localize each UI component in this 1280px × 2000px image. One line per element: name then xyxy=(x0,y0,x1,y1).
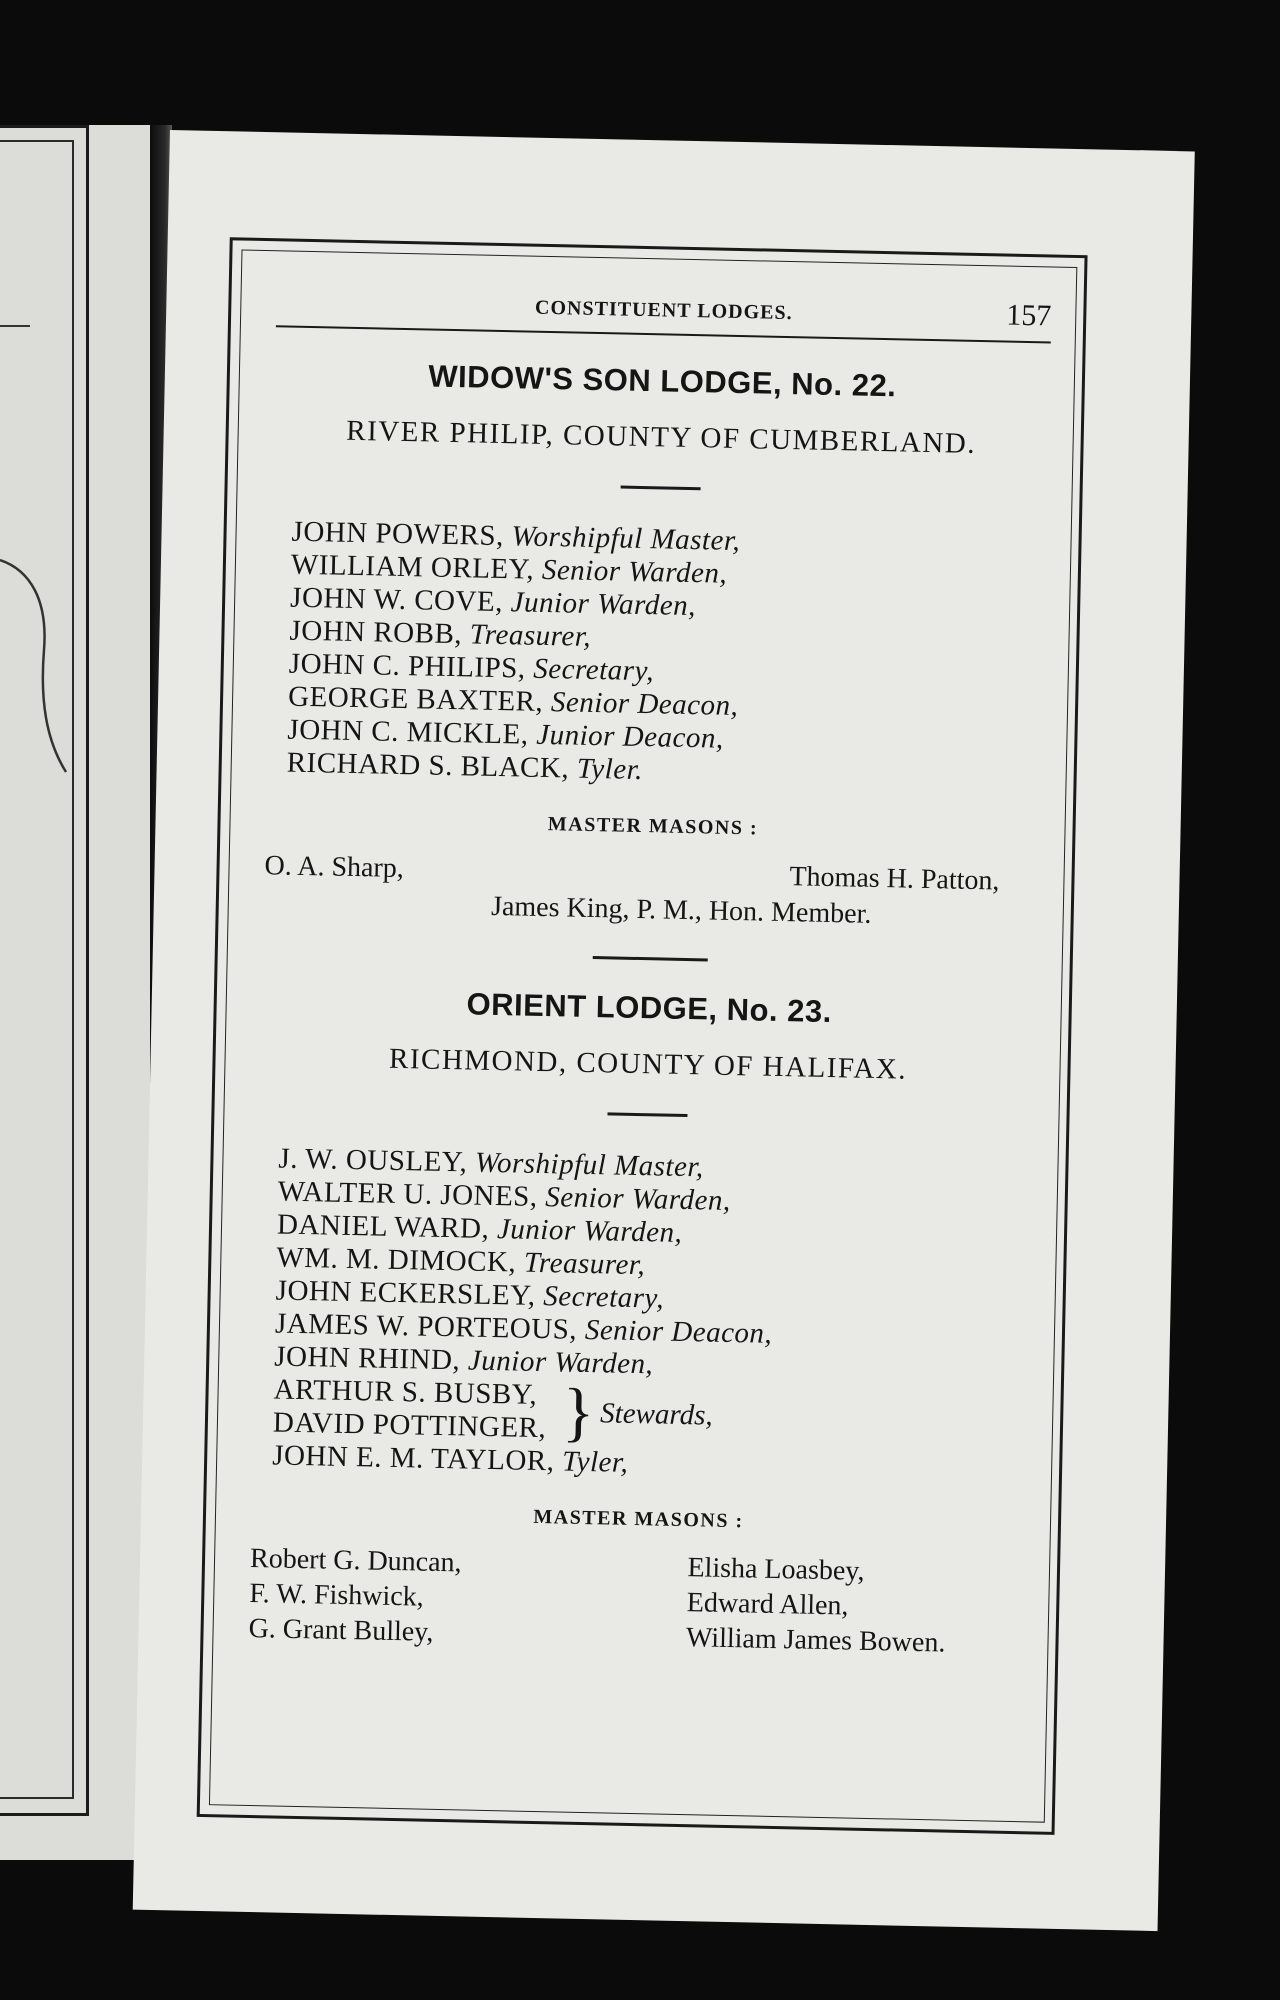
master-mason: James King, P. M., Hon. Member. xyxy=(490,890,872,930)
officer-title: Worshipful Master, xyxy=(511,520,741,558)
officer-title: Worshipful Master, xyxy=(474,1146,705,1184)
page-number: 157 xyxy=(1005,298,1052,333)
officer-name: RICHARD S. BLACK, xyxy=(286,746,570,785)
officer-name: WILLIAM ORLEY, xyxy=(290,548,535,586)
stewards-title: Stewards, xyxy=(599,1396,714,1432)
officer-title: Secretary, xyxy=(533,652,655,688)
page-content xyxy=(248,277,1052,1662)
officer-title: Junior Warden, xyxy=(496,1213,683,1249)
master-mason: Edward Allen, xyxy=(686,1587,849,1622)
officer-list xyxy=(272,1143,1034,1489)
officer-name: DANIEL WARD, xyxy=(276,1208,490,1245)
officer-title: Junior Warden, xyxy=(510,586,697,623)
officer-name: WALTER U. JONES, xyxy=(277,1175,538,1213)
master-mason: O. A. Sharp, xyxy=(264,850,405,885)
master-masons-heading: MASTER MASONS : xyxy=(533,1505,744,1533)
master-masons-column xyxy=(646,1549,1026,1662)
master-masons-heading: MASTER MASONS : xyxy=(547,813,759,840)
officer-name: JAMES W. PORTEOUS, xyxy=(274,1307,578,1346)
officer-name: J. W. OUSLEY, xyxy=(278,1142,468,1179)
officer-title: Senior Warden, xyxy=(545,1181,731,1217)
previous-page-frame-inner xyxy=(0,140,74,1799)
master-mason: F. W. Fishwick, xyxy=(249,1577,425,1613)
officer-title: Treasurer, xyxy=(523,1246,646,1282)
brace-glyph: } xyxy=(561,1375,595,1450)
officer-title: Tyler. xyxy=(576,752,644,787)
master-mason: Thomas H. Patton, xyxy=(789,861,1000,897)
previous-page-rule xyxy=(0,325,30,327)
section-divider xyxy=(620,486,700,491)
officer-name: JOHN C. MICKLE, xyxy=(287,713,529,751)
lodge-entry-widows-son xyxy=(263,355,1050,935)
officer-name: JOHN ROBB, xyxy=(289,614,463,651)
book-page xyxy=(133,130,1195,1931)
previous-page-mark xyxy=(0,540,80,780)
officer-name: JOHN ECKERSLEY, xyxy=(275,1274,536,1312)
officer-name: GEORGE BAXTER, xyxy=(287,680,544,718)
master-masons-column xyxy=(248,1541,628,1654)
lodge-divider xyxy=(593,956,708,961)
officer-title: Junior Warden, xyxy=(467,1344,654,1381)
officer-name: JOHN E. M. TAYLOR, xyxy=(271,1439,555,1478)
officer-title: Senior Warden, xyxy=(541,553,728,590)
officer-title: Tyler, xyxy=(561,1445,629,1479)
master-mason: William James Bowen. xyxy=(685,1622,946,1659)
officer-name: JOHN POWERS, xyxy=(291,515,505,553)
lodge-entry-orient xyxy=(248,982,1037,1662)
officer-title: Junior Deacon, xyxy=(535,718,724,755)
section-divider xyxy=(607,1112,687,1117)
officer-title: Secretary, xyxy=(543,1280,665,1315)
running-title: CONSTITUENT LODGES. xyxy=(534,296,793,325)
lodge-location: RIVER PHILIP, COUNTY OF CUMBERLAND. xyxy=(345,414,977,460)
steward-name: DAVID POTTINGER, xyxy=(272,1406,547,1445)
officer-name: JOHN W. COVE, xyxy=(289,581,504,619)
officer-name: JOHN C. PHILIPS, xyxy=(288,647,526,685)
lodge-title: ORIENT LODGE, No. 23. xyxy=(466,986,833,1030)
officer-title: Senior Deacon, xyxy=(550,686,739,723)
master-mason: Elisha Loasbey, xyxy=(687,1552,865,1587)
master-masons-grid xyxy=(248,1541,1025,1662)
master-mason: G. Grant Bulley, xyxy=(248,1612,434,1648)
lodge-title: WIDOW'S SON LODGE, No. 22. xyxy=(427,358,897,404)
officer-list xyxy=(286,516,1046,796)
officer-title: Treasurer, xyxy=(469,618,592,653)
master-mason: Robert G. Duncan, xyxy=(249,1542,462,1579)
steward-name: ARTHUR S. BUSBY, xyxy=(273,1373,538,1411)
officer-name: WM. M. DIMOCK, xyxy=(276,1241,517,1279)
officer-title: Senior Deacon, xyxy=(584,1313,773,1350)
stewards-names xyxy=(273,1373,548,1445)
officer-name: JOHN RHIND, xyxy=(274,1340,461,1377)
lodge-location: RICHMOND, COUNTY OF HALIFAX. xyxy=(388,1042,908,1086)
